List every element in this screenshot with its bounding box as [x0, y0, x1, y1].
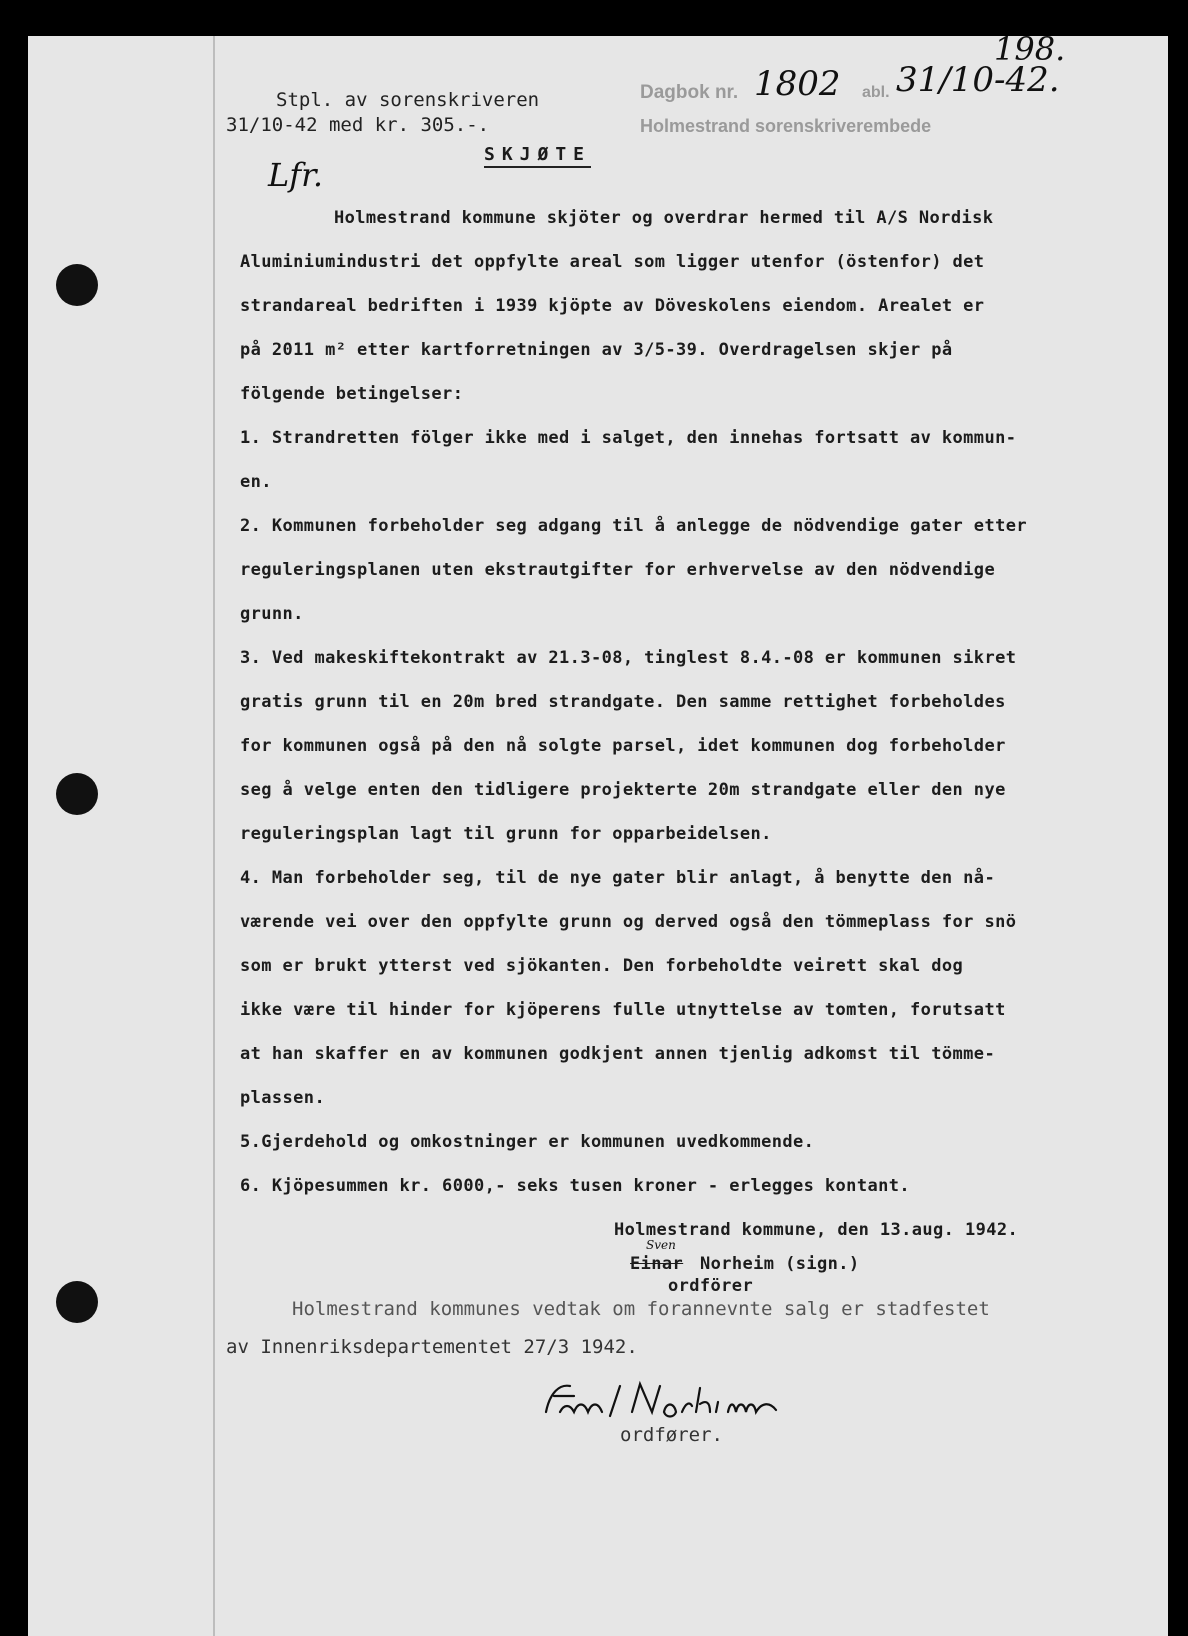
body-line: som er brukt ytterst ved sjökanten. Den forbeholdte veirett skal dog [240, 956, 964, 976]
body-line: reguleringsplan lagt til grunn for opparbeidelsen. [240, 824, 772, 844]
document-page [28, 36, 1168, 1636]
body-line: værende vei over den oppfylte grunn og derved også den tömmeplass for snö [240, 912, 1017, 932]
dagbok-number: 1802 [754, 64, 841, 104]
initials: Lfr. [268, 156, 324, 194]
signer-name: Norheim (sign.) [700, 1254, 860, 1274]
body-line: Aluminiumindustri det oppfylte areal som ligger utenfor (östenfor) det [240, 252, 985, 272]
body-line: at han skaffer en av kommunen godkjent annen tjenlig adkomst til tömme- [240, 1044, 996, 1064]
dagbok-label: Dagbok nr. [640, 82, 739, 103]
body-line: seg å velge enten den tidligere projekterte 20m strandgate eller den nye [240, 780, 1006, 800]
body-line: 1. Strandretten fölger ikke med i salget, den innehas fortsatt av kommun- [240, 428, 1017, 448]
folio-number: 198. [994, 36, 1066, 68]
stamp-line-1: Stpl. av sorenskriveren [276, 89, 540, 111]
body-line: Holmestrand kommune skjöter og overdrar hermed til A/S Nordisk [334, 208, 994, 228]
register-date: 31/10-42. [896, 60, 1060, 100]
body-line: for kommunen også på den nå solgte parsel, idet kommunen dog forbeholder [240, 736, 1006, 756]
abl-label: abl. [862, 84, 890, 101]
body-line: på 2011 m² etter kartforretningen av 3/5-39. Overdragelsen skjer på [240, 340, 953, 360]
body-line: grunn. [240, 604, 304, 624]
body-line: strandareal bedriften i 1939 kjöpte av Döveskolens eiendom. Arealet er [240, 296, 985, 316]
punch-hole-middle [56, 773, 98, 815]
body-line: ikke være til hinder for kjöperens fulle utnyttelse av tomten, forutsatt [240, 1000, 1006, 1020]
signer-struck: Einar [630, 1254, 684, 1274]
body-line: fölgende betingelser: [240, 384, 464, 404]
body-line: 2. Kommunen forbeholder seg adgang til å anlegge de nödvendige gater etter [240, 516, 1027, 536]
approval-line-2: av Innenriksdepartementet 27/3 1942. [226, 1336, 638, 1358]
document-title: SKJØTE [484, 144, 591, 168]
approval-line-1: Holmestrand kommunes vedtak om forannevnte salg er stadfestet [292, 1298, 990, 1320]
handwritten-signature [540, 1372, 800, 1432]
closing-place-date: Holmestrand kommune, den 13.aug. 1942. [614, 1220, 1019, 1240]
body-line: 3. Ved makeskiftekontrakt av 21.3-08, tinglest 8.4.-08 er kommunen sikret [240, 648, 1017, 668]
body-line: reguleringsplanen uten ekstrautgifter for erhvervelse av den nödvendige [240, 560, 996, 580]
body-line: plassen. [240, 1088, 326, 1108]
body-line: 4. Man forbeholder seg, til de nye gater blir anlagt, å benytte den nå- [240, 868, 996, 888]
punch-hole-bottom [56, 1281, 98, 1323]
signer-correction: Sven [646, 1238, 676, 1252]
body-line: 5.Gjerdehold og omkostninger er kommunen uvedkommende. [240, 1132, 815, 1152]
office-name: Holmestrand sorenskriverembede [640, 116, 932, 136]
body-line: 6. Kjöpesummen kr. 6000,- seks tusen kroner - erlegges kontant. [240, 1176, 910, 1196]
signer-role: ordförer [668, 1276, 754, 1296]
stamp-line-2: 31/10-42 med kr. 305.-. [226, 114, 490, 136]
punch-hole-top [56, 264, 98, 306]
body-line: en. [240, 472, 272, 492]
signature-role: ordfører. [620, 1424, 723, 1446]
body-line: gratis grunn til en 20m bred strandgate. Den samme rettighet forbeholdes [240, 692, 1006, 712]
margin-line [213, 36, 215, 1636]
